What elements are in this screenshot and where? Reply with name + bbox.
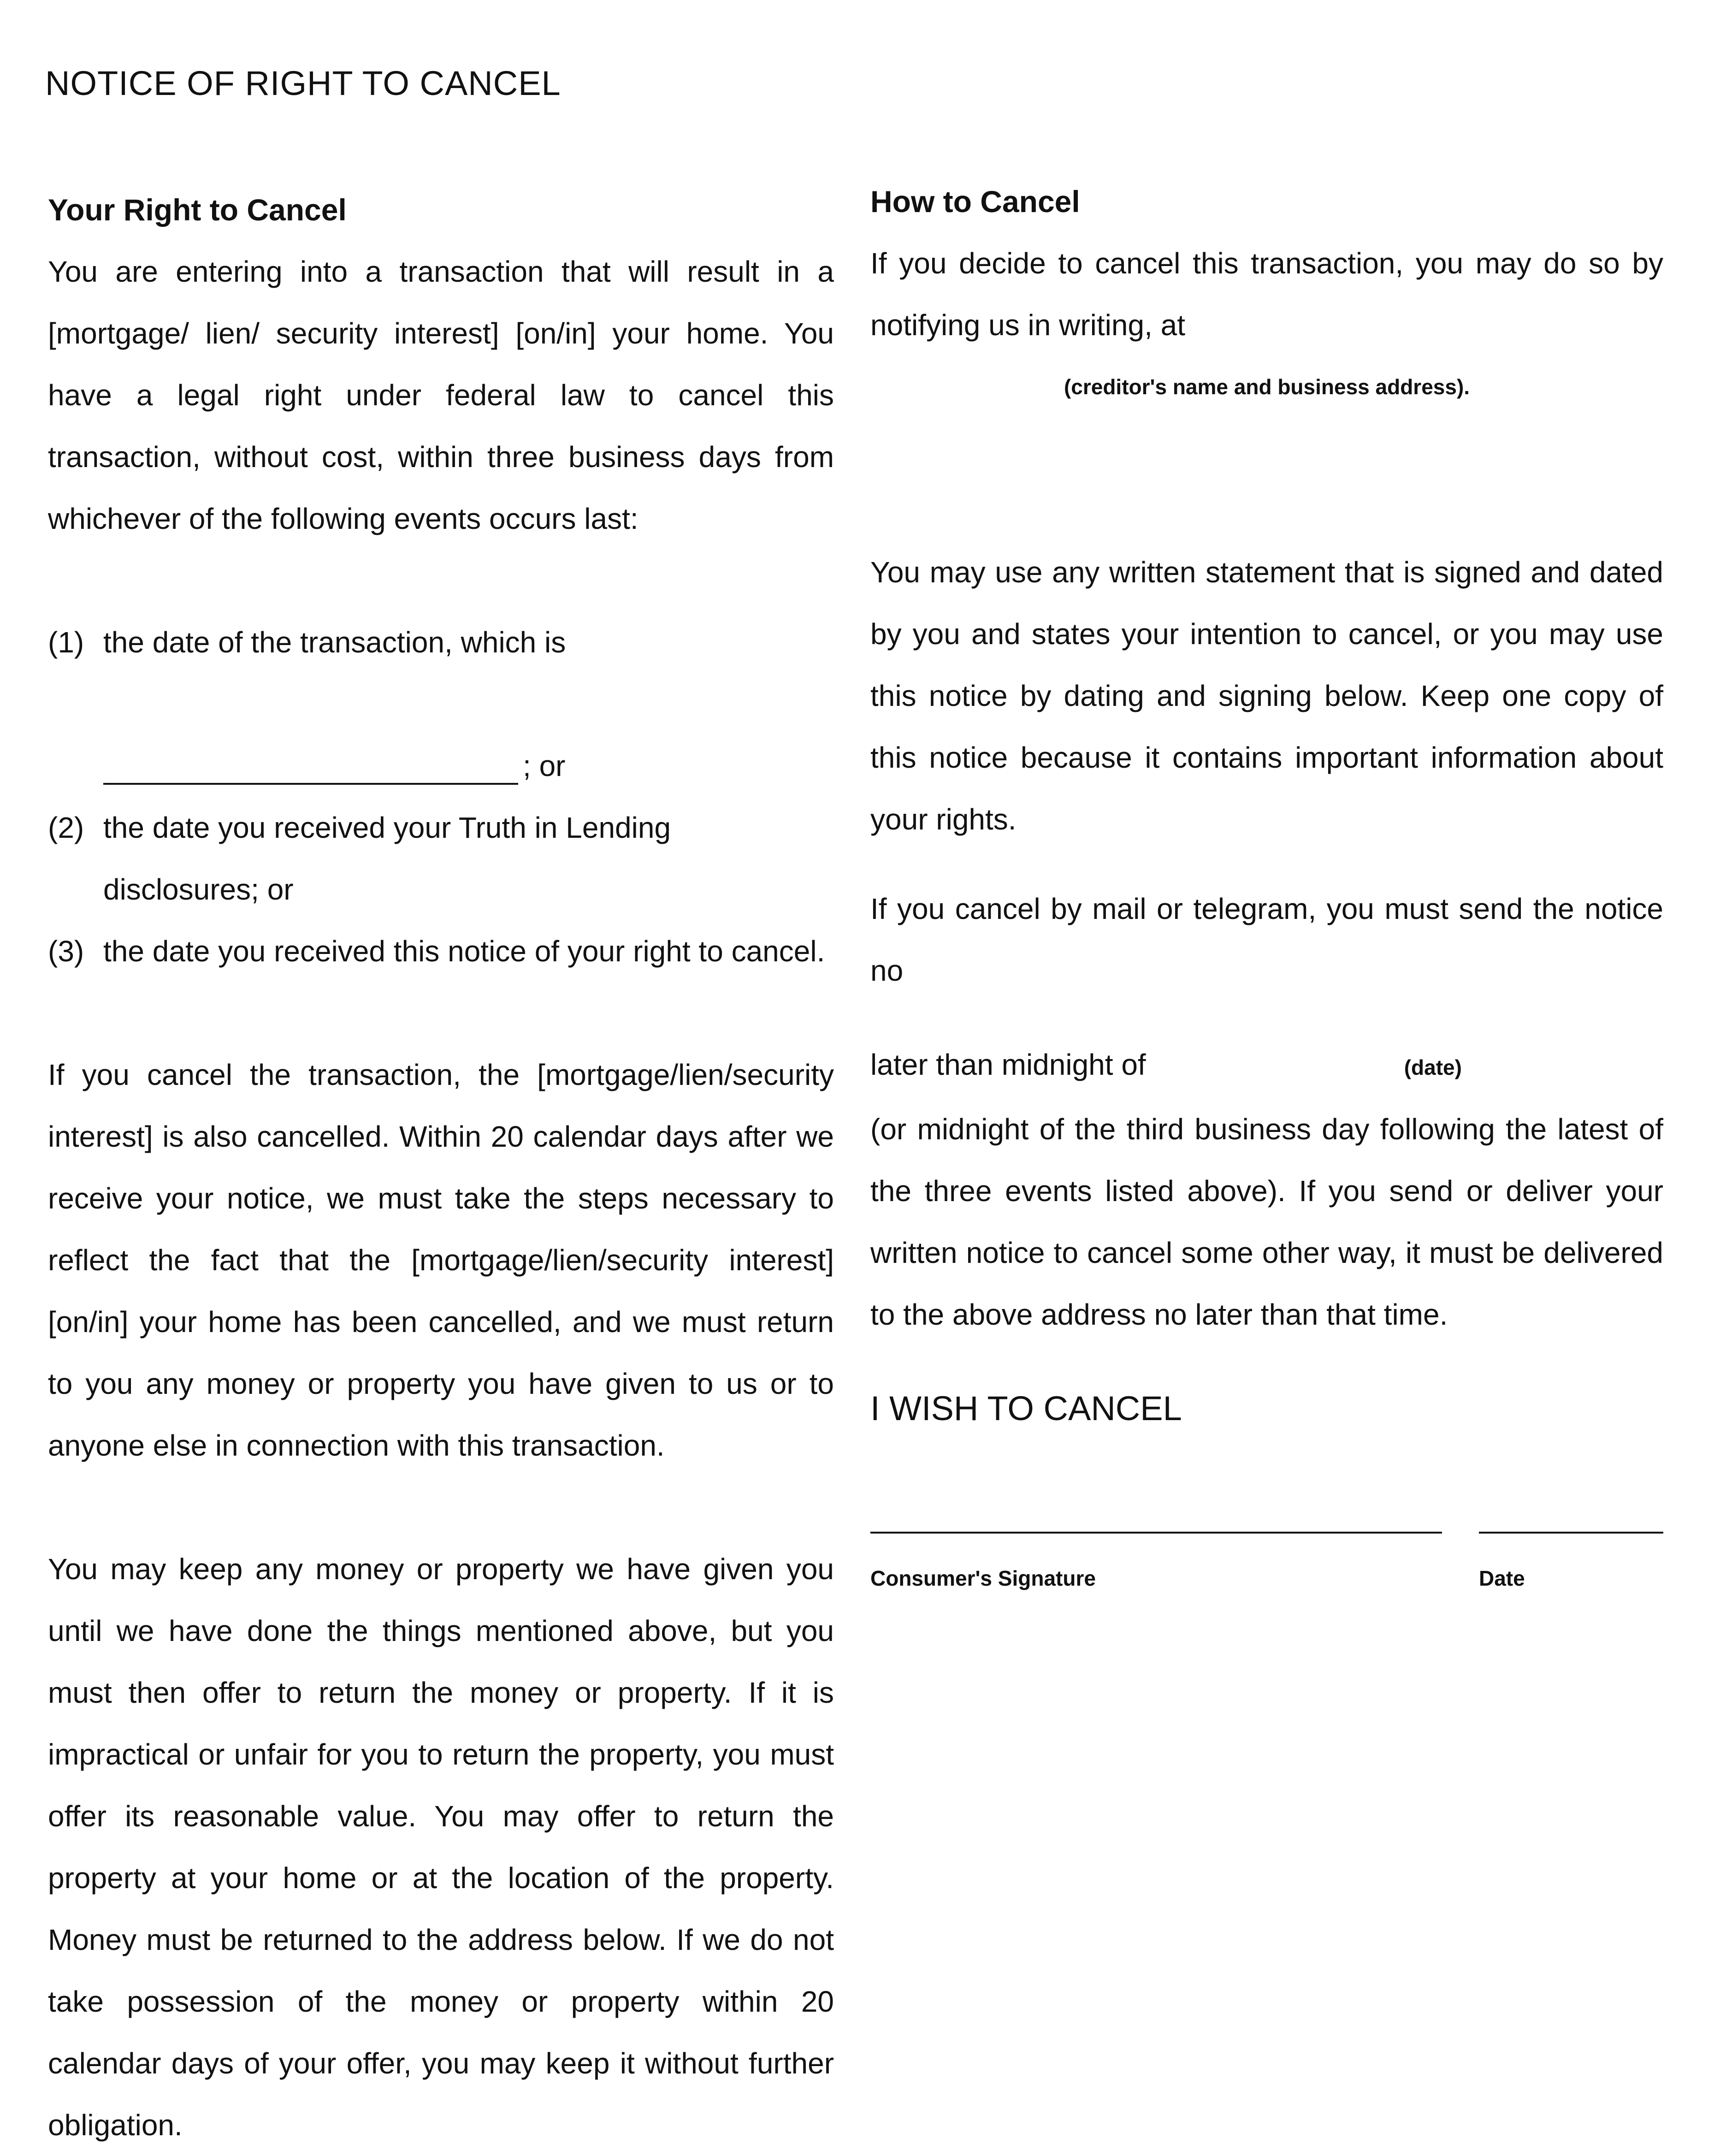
event-text: the date you received this notice of your right to cancel. [103, 935, 825, 968]
keep-money-paragraph: You may keep any money or property we have given you until we have done the things mentioned above, but you must then offer to return the money or property. If it is impractical or unfair for you to return the property, you must offer its reasonable value. You may offer to return the property at your home or at the location of the property. Money must be returned to the address below. If we do not take possession of the money or property within 20 calendar days of your offer, you may keep it without further obligation. [48, 1552, 834, 2142]
date-note: (date) [1404, 1055, 1462, 1079]
deadline-paragraph: (or midnight of the third business day following the latest of the three events listed above). If you send or deliver your written notice to cancel some other way, it must be delivered to the above address no later than that time. [870, 1113, 1663, 1331]
right-column [870, 171, 1663, 1590]
event-number: (2) [48, 811, 84, 844]
transaction-date-line[interactable] [103, 783, 518, 785]
creditor-address-note: (creditor's name and business address). [1064, 375, 1470, 399]
right-to-cancel-intro: You are entering into a transaction that will result in a [mortgage/ lien/ security interest] [on/in] your home. You have a legal right under federal law to cancel this transaction, without cost, within three business days from whichever of the following events occurs last: [48, 255, 834, 535]
event-text: the date of the transaction, which is [103, 626, 566, 659]
wish-to-cancel-heading: I WISH TO CANCEL [870, 1389, 1182, 1427]
date-label: Date [1479, 1566, 1525, 1590]
cancel-effect-paragraph: If you cancel the transaction, the [mortgage/lien/security interest] is also cancelled. Within 20 calendar days after we receive your notice, we must take the steps necessary to reflect the fact that the [mortgage/lien/security interest] [on/in] your home has been cancelled, and we must return to you any money or property you have given to us or to anyone else in connection with this transaction. [48, 1058, 834, 1462]
event-item-2 [48, 797, 834, 920]
signature-labels [870, 1547, 1663, 1590]
document-title: NOTICE OF RIGHT TO CANCEL [45, 64, 561, 102]
signature-lines [870, 1486, 1663, 1547]
signature-line[interactable] [870, 1532, 1442, 1534]
right-to-cancel-heading: Your Right to Cancel [48, 193, 347, 227]
event-number: (3) [48, 935, 84, 968]
blank-suffix: ; or [523, 749, 566, 782]
written-statement-paragraph: You may use any written statement that is signed and dated by you and states your intention to cancel, or you may use this notice by dating and signing below. Keep one copy of this notice because it contains important information about your rights. [870, 556, 1663, 836]
event-number: (1) [48, 626, 84, 659]
transaction-date-blank[interactable] [103, 735, 834, 797]
deadline-date-row[interactable] [870, 1034, 1663, 1098]
event-item-1 [48, 611, 834, 673]
how-to-cancel-heading: How to Cancel [870, 184, 1080, 219]
event-item-3 [48, 920, 834, 982]
mail-paragraph: If you cancel by mail or telegram, you must send the notice no [870, 892, 1663, 987]
event-text: the date you received your Truth in Lending disclosures; or [103, 811, 671, 906]
left-column [48, 179, 834, 2156]
signature-date-line[interactable] [1479, 1532, 1663, 1534]
signature-label: Consumer's Signature [870, 1566, 1096, 1590]
later-than-text: later than midnight of [870, 1048, 1146, 1081]
how-to-cancel-text: If you decide to cancel this transaction, you may do so by notifying us in writing, at [870, 247, 1663, 342]
